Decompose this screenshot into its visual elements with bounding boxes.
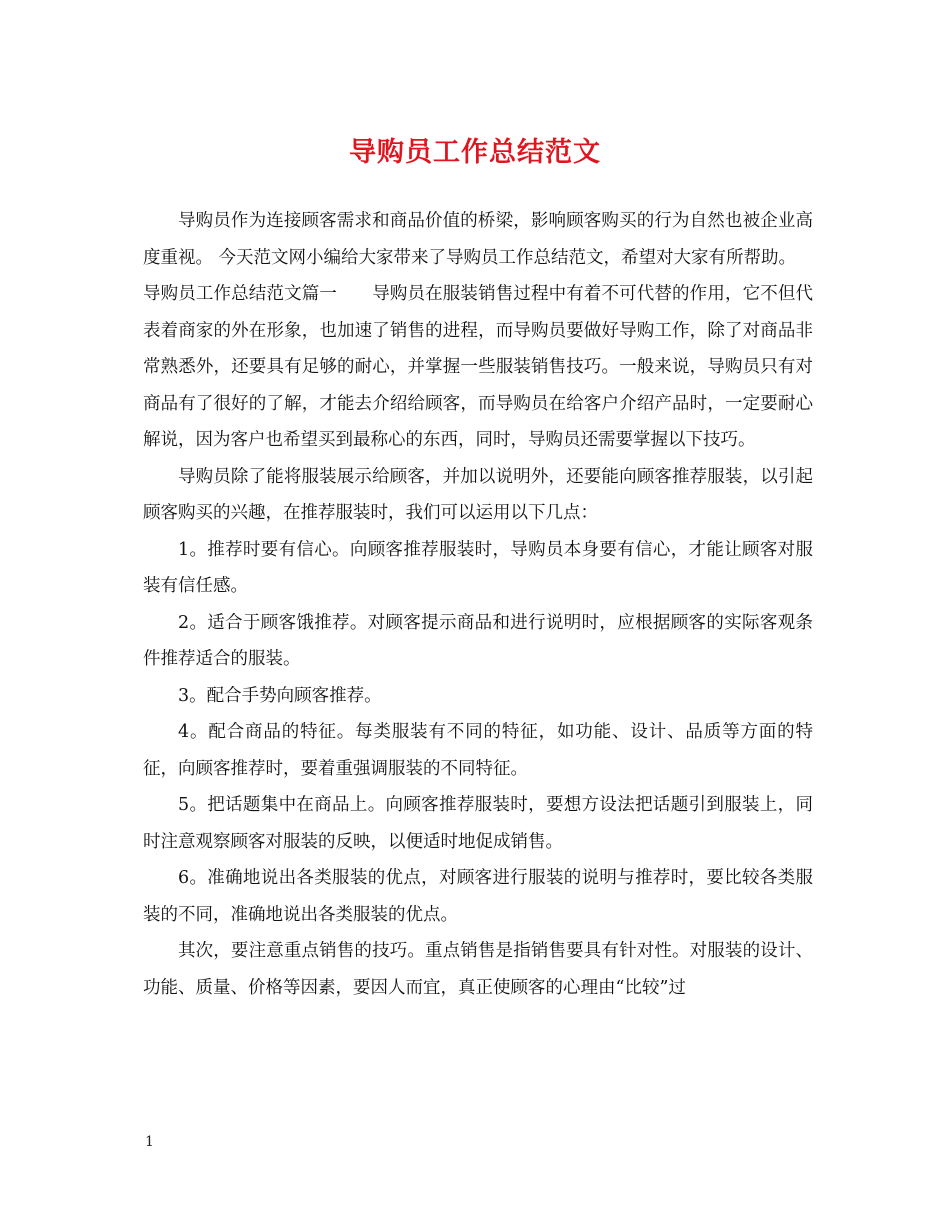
intro-paragraph: 导购员作为连接顾客需求和商品价值的桥梁，影响顾客购买的行为自然也被企业高度重视。 今天范文网小编给大家带来了导购员工作总结范文，希望对大家有所帮助。 [143,211,813,268]
list-item-2: 2。适合于顾客饿推荐。对顾客提示商品和进行说明时，应根据顾客的实际客观条件推荐适合的服装。 [143,612,813,669]
document-body [143,203,813,1006]
section-one-paragraph: 导购员工作总结范文篇一 导购员在服装销售过程中有着不可代替的作用，它不但代表着商家的外在形象，也加速了销售的进程，而导购员要做好导购工作，除了对商品非常熟悉外，还要具有足够的耐心，并掌握一些服装销售技巧。一般来说，导购员只有对商品有了很好的了解，才能去介绍给顾客，而导购员在给客户介绍产品时，一定要耐心解说，因为客户也希望买到最称心的东西，同时，导购员还需要掌握以下技巧。 [143,284,813,450]
list-item-1: 1。推荐时要有信心。向顾客推荐服装时，导购员本身要有信心，才能让顾客对服装有信任感。 [143,539,813,596]
document-title: 导购员工作总结范文 [349,137,601,168]
list-item-5: 5。把话题集中在商品上。向顾客推荐服装时，要想方设法把话题引到服装上，同时注意观察顾客对服装的反映，以便适时地促成销售。 [143,795,813,852]
list-item-3: 3。配合手势向顾客推荐。 [178,685,382,706]
key-sales-paragraph: 其次，要注意重点销售的技巧。重点销售是指销售要具有针对性。对服装的设计、功能、质量、价格等因素，要因人而宜，真正使顾客的心理由“比较”过 [143,941,813,998]
list-item-6: 6。准确地说出各类服装的优点，对顾客进行服装的说明与推荐时，要比较各类服装的不同，准确地说出各类服装的优点。 [143,868,813,925]
list-item-4: 4。配合商品的特征。每类服装有不同的特征，如功能、设计、品质等方面的特征，向顾客推荐时，要着重强调服装的不同特征。 [143,722,813,779]
page-number: 1 [145,1134,154,1150]
recommendation-intro-paragraph: 导购员除了能将服装展示给顾客，并加以说明外，还要能向顾客推荐服装，以引起顾客购买的兴趣，在推荐服装时，我们可以运用以下几点： [143,466,813,523]
